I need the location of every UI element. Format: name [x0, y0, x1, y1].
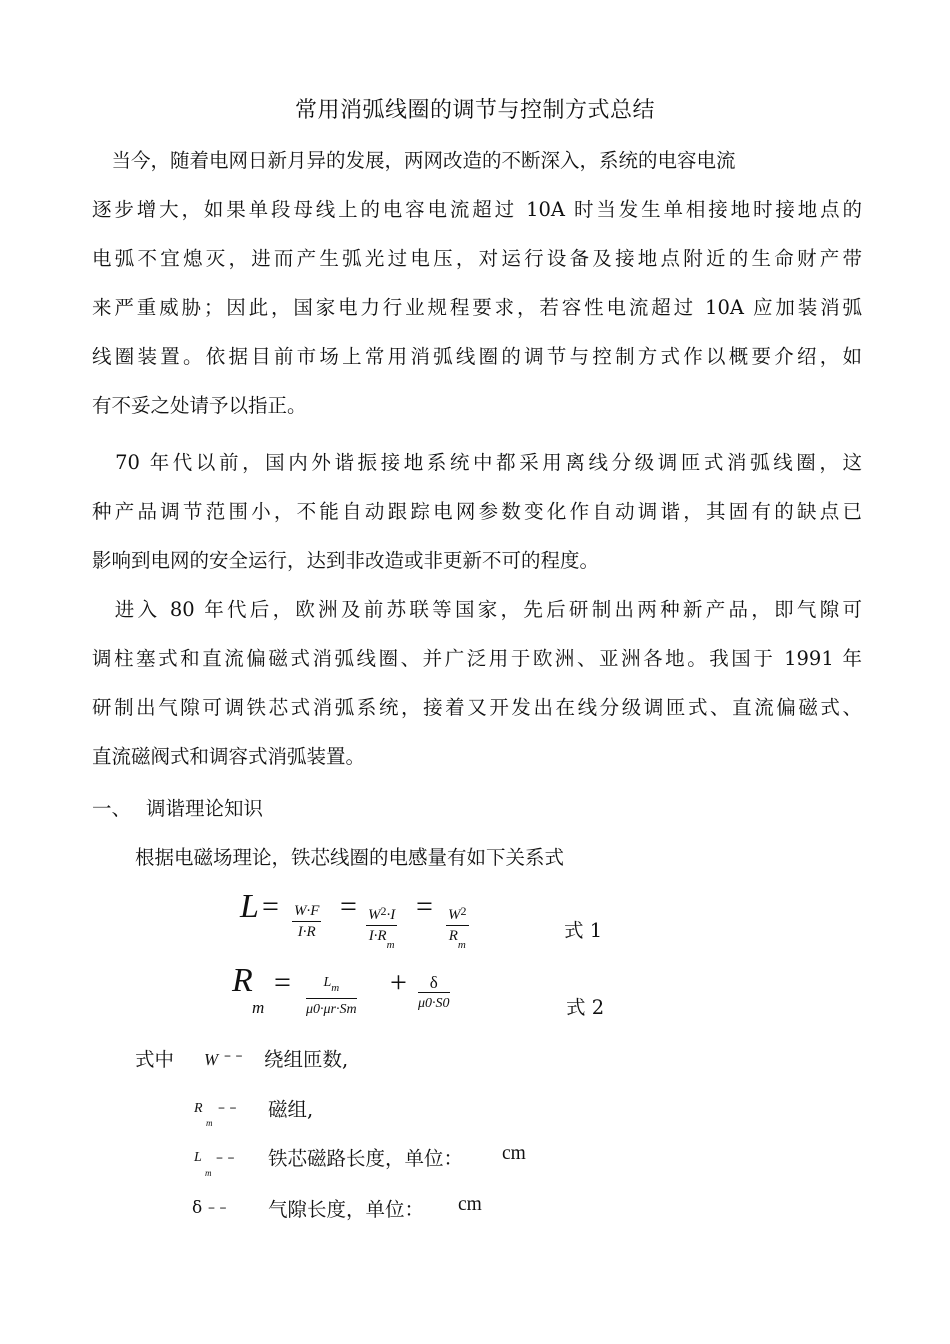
- fraction-denominator: μ0·μr·Sm: [306, 1002, 357, 1017]
- paragraph-line: 研制出气隙可调铁芯式消弧系统，接着又开发出在线分级调匝式、直流偏磁式、: [92, 696, 862, 719]
- where-label: 式中: [135, 1048, 175, 1071]
- definition-unit: cm: [458, 1194, 482, 1215]
- paragraph-line: 调柱塞式和直流偏磁式消弧线圈、并广泛用于欧洲、亚洲各地。我国于 1991 年: [92, 647, 862, 670]
- paragraph-line: 来严重威胁；因此，国家电力行业规程要求，若容性电流超过 10A 应加装消弧: [92, 296, 862, 319]
- formula-equals: =: [340, 890, 357, 923]
- fraction: [366, 903, 397, 954]
- fraction-numerator: $W^2\cdot I$: [366, 903, 397, 926]
- definition-text: 气隙长度，单位：: [268, 1198, 425, 1221]
- fraction-numerator: $L_m$: [306, 974, 357, 999]
- formula-symbol: L: [240, 888, 259, 925]
- definition-text: 铁芯磁路长度，单位：: [268, 1147, 464, 1170]
- formula-plus: +: [390, 966, 407, 999]
- fraction-denominator: μ0·S0: [418, 996, 450, 1011]
- formula-label: 式 2: [566, 996, 605, 1019]
- document-title: 常用消弧线圈的调节与控制方式总结: [294, 98, 655, 123]
- section-heading: [92, 794, 263, 824]
- paragraph-2: [92, 438, 862, 585]
- definition-symbol: δ: [192, 1198, 203, 1218]
- formula-equals: =: [416, 890, 433, 923]
- fraction: [418, 974, 450, 1012]
- definition-dash: – –: [218, 1100, 237, 1116]
- definition-text: 磁组,: [268, 1098, 314, 1121]
- fraction-numerator: $W^2$: [446, 903, 469, 926]
- fraction: [446, 903, 469, 954]
- formula-equals: =: [262, 890, 279, 923]
- fraction-numerator: W·F: [292, 903, 321, 922]
- paragraph-line: 种产品调节范围小，不能自动跟踪电网参数变化作自动调谐，其固有的缺点已: [92, 500, 862, 523]
- definition-text: 绕组匝数,: [264, 1048, 349, 1071]
- section-title: 调谐理论知识: [146, 797, 264, 820]
- paragraph-line: 直流磁阀式和调容式消弧装置。: [92, 745, 366, 768]
- paragraph-line: 逐步增大，如果单段母线上的电容电流超过 10A 时当发生单相接地时接地点的: [92, 198, 862, 221]
- paragraph-1: [92, 136, 862, 430]
- formula-label: 式 1: [564, 919, 603, 942]
- paragraph-line: 70 年代以前，国内外谐振接地系统中都采用离线分级调匝式消弧线圈，这: [92, 451, 862, 474]
- definition-symbol: W: [204, 1050, 219, 1069]
- paragraph-line: 线圈装置。依据目前市场上常用消弧线圈的调节与控制方式作以概要介绍，如: [92, 345, 862, 368]
- formula-equals: =: [274, 966, 291, 999]
- fraction-denominator: $I\cdot R_m$: [368, 928, 395, 951]
- definition-subscript: m: [205, 1168, 212, 1178]
- definition-dash: – –: [208, 1200, 227, 1216]
- paragraph-line: 当今，随着电网日新月异的发展，两网改造的不断深入，系统的电容电流: [92, 149, 736, 172]
- definition-unit: cm: [502, 1143, 526, 1164]
- definition-subscript: m: [206, 1118, 213, 1128]
- formula-subscript: m: [252, 998, 265, 1017]
- fraction: [292, 903, 321, 941]
- fraction-denominator: $R_m$: [448, 928, 466, 951]
- fraction-denominator: I·R: [297, 924, 316, 940]
- fraction-numerator: δ: [418, 974, 450, 993]
- paragraph-line: 有不妥之处请予以指正。: [92, 394, 307, 417]
- definition-symbol: L: [194, 1150, 202, 1165]
- paragraph-3: [92, 585, 862, 781]
- intro-text: 根据电磁场理论，铁芯线圈的电感量有如下关系式: [135, 846, 565, 869]
- definition-symbol: R: [194, 1101, 203, 1116]
- section-number: 一、: [92, 797, 132, 820]
- definition-dash: – –: [216, 1150, 235, 1166]
- paragraph-line: 进入 80 年代后，欧洲及前苏联等国家，先后研制出两种新产品，即气隙可: [92, 598, 862, 621]
- formula-symbol: R: [232, 962, 253, 999]
- fraction: [306, 974, 357, 1018]
- paragraph-line: 电弧不宜熄灭，进而产生弧光过电压，对运行设备及接地点附近的生命财产带: [92, 247, 862, 270]
- definition-dash: – –: [224, 1048, 243, 1064]
- paragraph-line: 影响到电网的安全运行，达到非改造或非更新不可的程度。: [92, 549, 600, 572]
